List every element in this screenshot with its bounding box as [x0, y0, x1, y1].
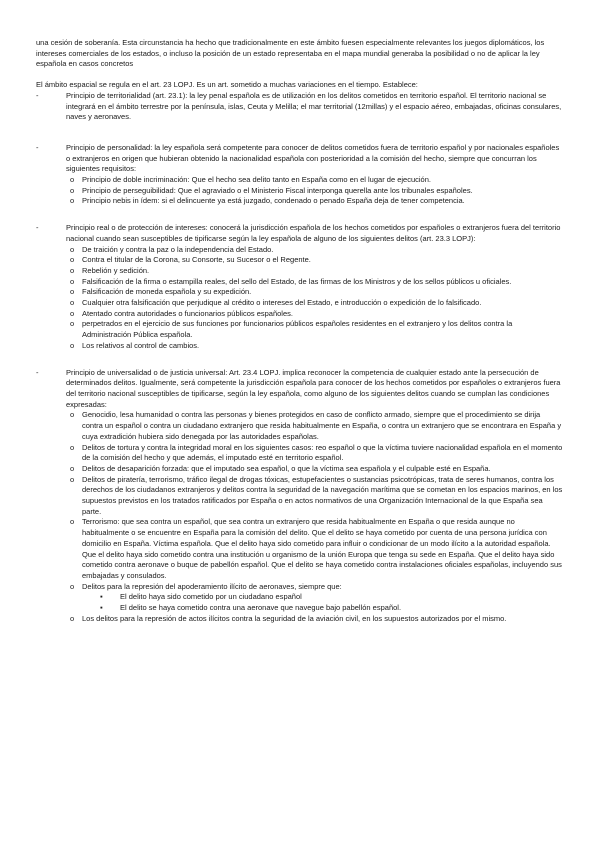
bullet-icon: o — [70, 265, 75, 275]
list-item: o Genocidio, lesa humanidad o contra las personas y bienes protegidos en caso de conflicto armado, siempre que el procedimiento se dirija contra un español o contra un ciudadano extranjero que resida habitualmente en España, o contra un extranjero que se encontrara en España y cuya extradición hubiera sido denegada por las autoridades españolas. — [66, 410, 563, 442]
bullet-icon: o — [70, 410, 75, 420]
list-item: o Delitos de tortura y contra la integridad moral en los siguientes casos: reo español o que la víctima tuviere nacionalidad española en el momento de la comisión del hecho y que además, el imputado esté en territorio español. — [66, 443, 563, 464]
dash-bullet: - — [36, 223, 39, 233]
bullet-icon: o — [70, 298, 75, 308]
universalidad-list — [66, 410, 563, 592]
list-item: o Principio nebis in ídem: si el delincuente ya está juzgado, condenado o penado España deja de tener competencia. — [66, 196, 563, 207]
bullet-icon: o — [70, 276, 75, 286]
list-item: o Rebelión y sedición. — [66, 266, 563, 277]
bullet-icon: o — [70, 474, 75, 484]
list-item: o Atentado contra autoridades o funcionarios públicos españoles. — [66, 309, 563, 320]
list-item: o Terrorismo: que sea contra un español, que sea contra un extranjero que resida habitualmente en España o que resida aunque no habitualmente o se encuentre en España para la comisión del delito. Que el delito se haya cometido por cuenta de una persona jurídica con domicilio en España. Víctima española. Que el delito haya sido cometido para influir o condicionar de un modo ilícito a la autoridad española. Que el delito haya sido cometido contra una institución u organismo de la unión Europa que tenga su sede en España. Que el delito haya sido cometido contra aeronave o buque de pabellón español. Que el delito se haya cometido contra instalaciones oficiales españolas, incluyendo sus embajadas y consulados. — [66, 517, 563, 581]
bullet-icon: o — [70, 196, 75, 206]
bullet-icon: o — [70, 442, 75, 452]
real-text: Principio real o de protección de intereses: conocerá la jurisdicción española de los hechos cometidos por españoles o extranjeros fuera del territorio nacional cuando sean susceptibles de tipificarse según la ley española de alguno de los siguientes delitos (art. 23.3 LOPJ): — [66, 223, 561, 243]
dash-bullet: - — [36, 367, 39, 377]
bullet-icon: o — [70, 244, 75, 254]
list-item: o De traición y contra la paz o la independencia del Estado. — [66, 245, 563, 256]
list-item: o Delitos de desaparición forzada: que el imputado sea español, o que la víctima sea española y el culpable esté en España. — [66, 464, 563, 475]
bullet-icon: o — [70, 175, 75, 185]
bullet-icon: o — [70, 581, 75, 591]
list-item: o Falsificación de la firma o estampilla reales, del sello del Estado, de las firmas de los Ministros y de los sellos públicos u oficiales. — [66, 277, 563, 288]
bullet-icon: o — [70, 255, 75, 265]
personalidad-list — [66, 175, 563, 207]
territorialidad-text: Principio de territorialidad (art. 23.1): la ley penal española es de utilización en los delitos cometidos en territorio español. El territorio nacional se integrará en el ámbito terrestre por la península, islas, Ceuta y Melilla; el mar territorial (12millas) y el espacio aéreo, embajadas, oficinas consulares, naves y aeronaves. — [66, 90, 562, 122]
bullet-icon: o — [70, 287, 75, 297]
section-personalidad — [36, 143, 563, 207]
bullet-icon: o — [70, 340, 75, 350]
square-bullet-icon: ▪ — [100, 603, 103, 613]
list-item: o Delitos de piratería, terrorismo, tráfico ilegal de drogas tóxicas, estupefacientes o sustancias psicotrópicas, trata de seres humanos, contra los derechos de los ciudadanos extranjeros y delitos contra la seguridad de la navegación marítima que se cometan en los espacios marinos, en los supuestos previstos en los tratados ratificados por España o en actos normativos de una Organización Internacional de la que España sea parte. — [66, 475, 563, 518]
bullet-icon: o — [70, 319, 75, 329]
bullet-icon: o — [70, 308, 75, 318]
section-universalidad — [36, 368, 563, 625]
bullet-icon: o — [70, 185, 75, 195]
intro-paragraph: una cesión de soberanía. Esta circunstancia ha hecho que tradicionalmente en este ámbito fuesen especialmente relevantes los juegos diplomáticos, los intereses comerciales de los estados, o incluso la posición de un estado representaba en el mapa mundial generaba la posibilidad o no de aplicar la ley española en casos concretos — [36, 38, 545, 69]
section-real — [36, 223, 563, 351]
list-item: o Contra el titular de la Corona, su Consorte, su Sucesor o el Regente. — [66, 255, 563, 266]
sub-list-item: ▪ El delito haya sido cometido por un ciudadano español — [66, 592, 563, 603]
list-item: o Los relativos al control de cambios. — [66, 341, 563, 352]
real-list — [66, 245, 563, 352]
list-item: o Cualquier otra falsificación que perjudique al crédito o intereses del Estado, e introducción o expedición de lo falsificado. — [66, 298, 563, 309]
aeronaves-sublist — [66, 592, 563, 613]
dash-bullet: - — [36, 142, 39, 152]
dash-bullet: - — [36, 90, 39, 100]
personalidad-text: Principio de personalidad: la ley española será competente para conocer de delitos cometidos fuera de territorio español y por nacionales españoles o extranjeros en origen que hubieran obtenido la nacionalidad española con posterioridad a la comisión del hecho, siempre que concurran los siguientes requisitos: — [66, 142, 560, 174]
list-item: o Los delitos para la represión de actos ilícitos contra la seguridad de la aviación civil, en los supuestos autorizados por el mismo. — [66, 614, 563, 625]
list-item: o Principio de perseguibilidad: Que el agraviado o el Ministerio Fiscal interponga querella ante los tribunales españoles. — [66, 186, 563, 197]
bullet-icon: o — [70, 517, 75, 527]
list-item: o Delitos para la represión del apoderamiento ilícito de aeronaves, siempre que: — [66, 582, 563, 593]
list-item: o perpetrados en el ejercicio de sus funciones por funcionarios públicos españoles residentes en el extranjero y los delitos contra la Administración Pública española. — [66, 319, 563, 340]
sub-list-item: ▪ El delito se haya cometido contra una aeronave que navegue bajo pabellón español. — [66, 603, 563, 614]
square-bullet-icon: ▪ — [100, 592, 103, 602]
lead-paragraph: El ámbito espacial se regula en el art. 23 LOPJ. Es un art. sometido a muchas variaciones en el tiempo. Establece: — [36, 80, 418, 90]
universalidad-list-end — [66, 614, 563, 625]
bullet-icon: o — [70, 463, 75, 473]
section-territorialidad — [36, 91, 563, 123]
list-item: o Falsificación de moneda española y su expedición. — [66, 287, 563, 298]
universalidad-text: Principio de universalidad o de justicia universal: Art. 23.4 LOPJ. implica reconocer la competencia de cualquier estado ante la persecución de determinados delitos. Igualmente, será competente la jurisdicción española para conocer de los hechos cometidos por españoles o extranjeros fuera del territorio nacional susceptibles de tipificarse, según la ley española, como alguno de los siguientes delitos cuando se cumplan las condiciones expresadas: — [66, 367, 561, 409]
bullet-icon: o — [70, 613, 75, 623]
list-item: o Principio de doble incriminación: Que el hecho sea delito tanto en España como en el lugar de ejecución. — [66, 175, 563, 186]
